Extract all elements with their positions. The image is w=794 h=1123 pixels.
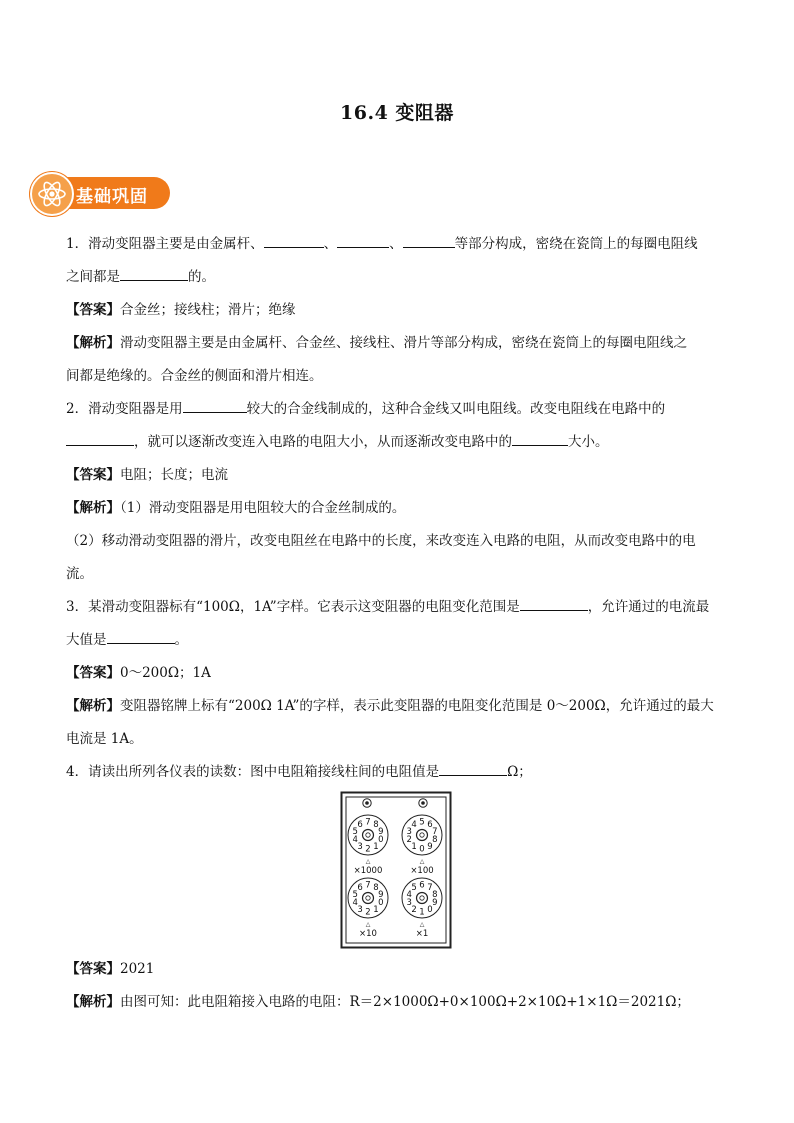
answer-blank[interactable] [264,229,324,248]
terminal-icon [421,801,425,805]
question-1 [66,228,726,261]
analysis-1-cont: 间都是绝缘的。合金丝的侧面和滑片相连。 [66,368,323,384]
dial-digit: 7 [365,817,371,828]
dial-digit: 7 [432,826,438,837]
answer-3 [66,657,726,690]
answer-blank[interactable] [183,394,247,413]
pointer-icon: △ [365,858,371,865]
dial-multiplier: ×1 [415,929,429,939]
q3-text: 3．某滑动变阻器标有“100Ω，1A”字样。它表示这变阻器的电阻变化范围是 [66,599,520,615]
dial-digit: 6 [357,820,363,831]
q2-text: 大小。 [568,434,609,450]
question-2-cont [66,426,726,459]
dial-digit: 0 [419,844,425,855]
q4-text: 4．请读出所列各仪表的读数：图中电阻箱接线柱间的电阻值是 [66,764,440,780]
answer-blank[interactable] [439,757,507,776]
analysis-tag: 【解析】 [66,335,120,351]
q2-text: 较大的合金线制成的，这种合金线又叫电阻线。改变电阻线在电路中的 [246,401,666,417]
answer-blank[interactable] [403,229,455,248]
dial-digit: 3 [357,904,363,915]
dial-digit: 1 [419,907,425,918]
answer-blank[interactable] [520,592,588,611]
analysis-3-cont: 电流是 1A。 [66,731,143,747]
answer-tag: 【答案】 [66,467,120,483]
analysis-2-cont: （2）移动滑动变阻器的滑片，改变电阻丝在电路中的长度，来改变连入电路的电阻，从而改变电路中的电 [66,533,696,549]
dial-digit: 8 [432,889,438,900]
analysis-text: 由图可知：此电阻箱接入电路的电阻：R＝2×1000Ω+0×100Ω+2×10Ω+1×1Ω＝2021Ω； [120,994,690,1010]
analysis-2-cont: 流。 [66,566,93,582]
dial-knob [420,833,424,837]
dial-digit: 9 [378,826,384,837]
answer-1 [66,294,726,327]
dial-knob [366,896,370,900]
dial-multiplier: ×10 [359,929,377,939]
dial-digit: 9 [432,898,438,909]
dial-digit: 2 [406,835,412,846]
dial-knob [420,896,424,900]
dial-digit: 0 [378,835,384,846]
analysis-1 [66,327,726,360]
q1-text: 1．滑动变阻器主要是由金属杆、 [66,236,264,252]
dial-digit: 3 [357,841,363,852]
answer-blank[interactable] [66,427,134,446]
dial-multiplier: ×100 [410,866,434,876]
pointer-icon: △ [419,858,425,865]
question-3-cont [66,624,726,657]
pointer-icon: △ [419,921,425,928]
resistance-box-diagram [340,791,452,949]
question-4 [66,756,726,789]
dial-digit: 4 [352,835,358,846]
page-title: 16.4 变阻器 [340,102,454,124]
answer-text: 2021 [120,961,155,977]
dial-knob [366,833,370,837]
dial-digit: 6 [357,883,363,894]
dial-digit: 4 [352,898,358,909]
q4-text: Ω； [507,764,532,780]
dial-digit: 2 [365,907,371,918]
dial-digit: 5 [411,883,417,894]
analysis-text: 变阻器铭牌上标有“200Ω 1A”的字样，表示此变阻器的电阻变化范围是 0～200Ω，允许通过的最大 [120,698,714,714]
dial-digit: 8 [373,883,379,894]
q1-text: 、 [323,236,338,252]
dial-digit: 1 [411,841,417,852]
dial-digit: 8 [432,835,438,846]
analysis-text: （1）滑动变阻器是用电阻较大的合金丝制成的。 [120,500,406,516]
dial-multiplier: ×1000 [353,866,383,876]
dial-digit: 1 [373,841,379,852]
dial-digit: 4 [406,889,412,900]
dial-digit: 5 [419,817,425,828]
question-2 [66,393,726,426]
q2-text: 2．滑动变阻器是用 [66,401,183,417]
analysis-4 [66,986,726,1019]
answer-2 [66,459,726,492]
question-3 [66,591,726,624]
pointer-icon: △ [365,921,371,928]
dial-digit: 3 [406,826,412,837]
q3-text: 大值是 [66,632,107,648]
analysis-tag: 【解析】 [66,698,120,714]
dial-digit: 5 [352,826,358,837]
answer-blank[interactable] [107,625,175,644]
dial-digit: 6 [427,820,433,831]
dial-digit: 2 [365,844,371,855]
exercise-content [66,228,726,1019]
atom-icon [30,172,74,216]
dial-digit: 0 [427,904,433,915]
dial-digit: 0 [378,898,384,909]
dial-digit: 7 [427,883,433,894]
dial-digit: 3 [406,898,412,909]
analysis-tag: 【解析】 [66,994,120,1010]
q2-text: ，就可以逐渐改变连入电路的电阻大小，从而逐渐改变电路中的 [134,434,512,450]
q1-text: 、 [389,236,403,252]
dial-digit: 1 [373,904,379,915]
dial-digit: 7 [365,880,371,891]
terminal-icon [365,801,369,805]
dial-digit: 9 [378,889,384,900]
analysis-text: 滑动变阻器主要是由金属杆、合金丝、接线柱、滑片等部分构成，密绕在瓷筒上的每圈电阻线之 [120,335,687,351]
answer-text: 合金丝；接线柱；滑片；绝缘 [120,302,296,318]
answer-tag: 【答案】 [66,302,120,318]
section-banner [30,172,170,214]
answer-blank[interactable] [512,427,568,446]
answer-4 [66,953,726,986]
banner-label: 基础巩固 [76,187,148,207]
dial-digit: 8 [373,820,379,831]
answer-tag: 【答案】 [66,961,120,977]
dial-digit: 6 [419,880,425,891]
answer-tag: 【答案】 [66,665,120,681]
q1-text: 的。 [188,269,215,285]
analysis-2 [66,492,726,525]
q1-text: 之间都是 [66,269,120,285]
answer-blank[interactable] [337,229,389,248]
q1-text: 等部分构成，密绕在瓷筒上的每圈电阻线 [454,236,698,252]
dial-digit: 9 [427,841,433,852]
resistance-box-figure [340,791,452,949]
q3-text: 。 [174,632,188,648]
answer-blank[interactable] [120,262,188,281]
dial-digit: 5 [352,889,358,900]
dial-digit: 4 [411,820,417,831]
q3-text: ，允许通过的电流最 [587,599,710,615]
analysis-3 [66,690,726,723]
answer-text: 电阻；长度；电流 [120,467,228,483]
answer-text: 0～200Ω；1A [120,665,211,681]
analysis-tag: 【解析】 [66,500,120,516]
question-1-cont [66,261,726,294]
dial-digit: 2 [411,904,417,915]
